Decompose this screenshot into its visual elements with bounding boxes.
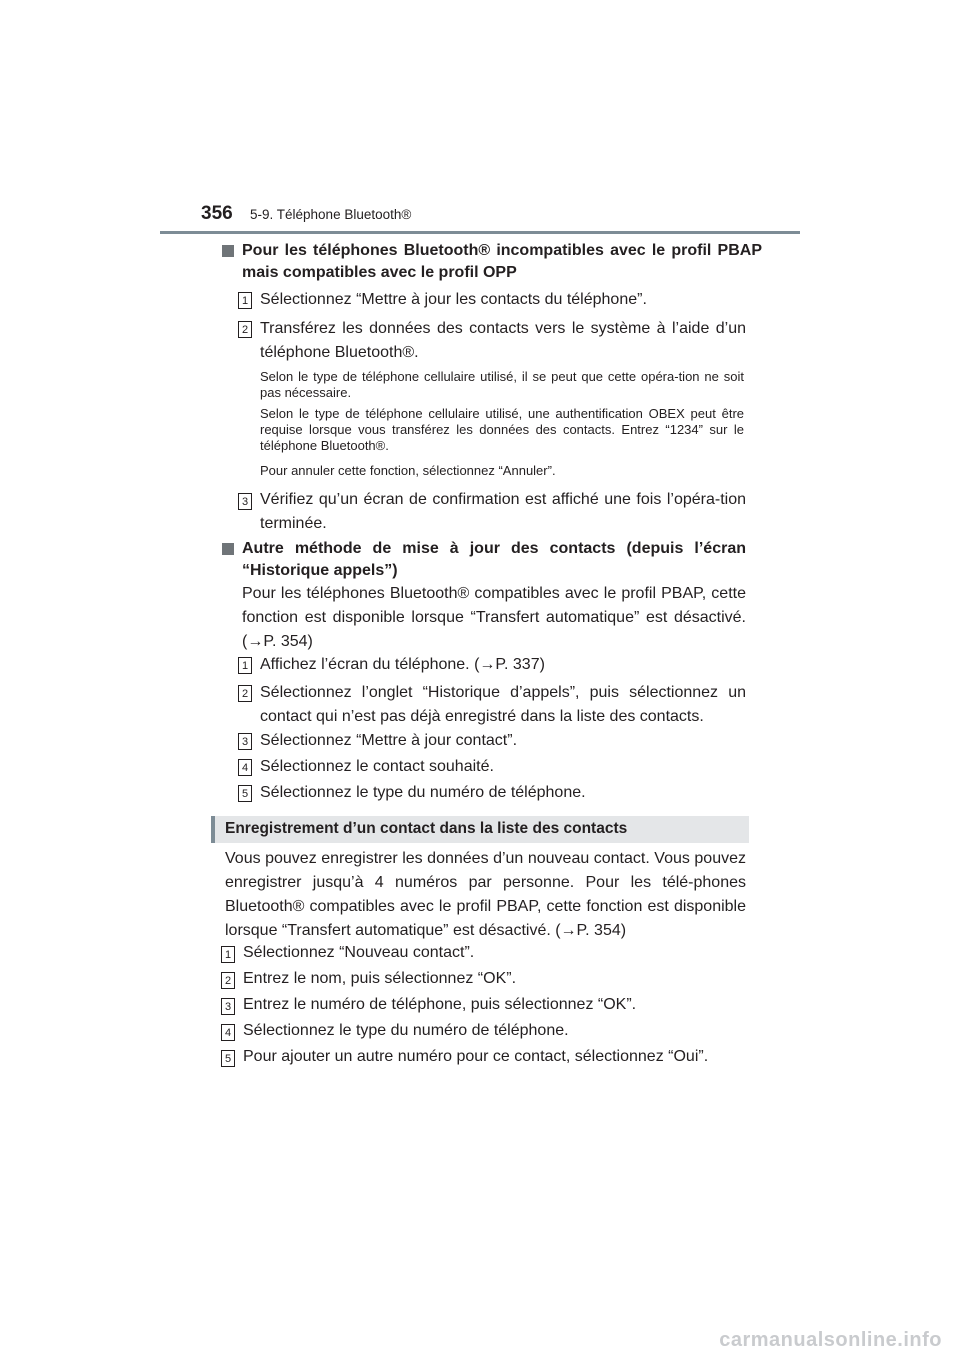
header-divider bbox=[160, 231, 800, 234]
step-number-badge: 2 bbox=[238, 321, 252, 338]
step-number-badge: 5 bbox=[221, 1050, 235, 1067]
page-number: 356 bbox=[201, 203, 233, 224]
banner-accent-bar bbox=[211, 816, 215, 843]
subsection-banner bbox=[211, 816, 749, 843]
step-number-badge: 4 bbox=[221, 1024, 235, 1041]
step-text: Sélectionnez l’onglet “Historique d’appels”, puis sélectionnez un contact qui n’est pas déjà enregistré dans la liste des contacts. bbox=[260, 684, 746, 725]
step-number-badge: 1 bbox=[238, 292, 252, 309]
section3-intro: Vous pouvez enregistrer les données d’un nouveau contact. Vous pouvez enregistrer jusqu’à 4 numéros par personne. Pour les télé-phones Bluetooth® compatibles avec le profil PBAP, cette fonction est disponible lorsque “Transfert automatique” est désactivé. (→P. 354) bbox=[225, 850, 746, 939]
step-number-badge: 3 bbox=[238, 733, 252, 750]
step-number-badge: 1 bbox=[238, 657, 252, 674]
square-bullet-icon bbox=[222, 245, 234, 257]
step-text: Sélectionnez “Mettre à jour contact”. bbox=[260, 732, 518, 749]
section2-heading: Autre méthode de mise à jour des contacts (depuis l’écran “Historique appels”) bbox=[242, 538, 746, 582]
step-text: Sélectionnez “Nouveau contact”. bbox=[243, 944, 475, 961]
step-text: Pour ajouter un autre numéro pour ce contact, sélectionnez “Oui”. bbox=[243, 1048, 709, 1065]
step-text: Affichez l’écran du téléphone. (→P. 337) bbox=[260, 656, 545, 673]
step-text: Sélectionnez “Mettre à jour les contacts du téléphone”. bbox=[260, 291, 647, 308]
step-number-badge: 2 bbox=[238, 685, 252, 702]
step-text: Sélectionnez le type du numéro de téléphone. bbox=[260, 784, 586, 801]
step-number-badge: 1 bbox=[221, 946, 235, 963]
section1-heading: Pour les téléphones Bluetooth® incompatibles avec le profil PBAP mais compatibles avec le profil OPP bbox=[242, 240, 762, 284]
note-text: Selon le type de téléphone cellulaire utilisé, une authentification OBEX peut être requise lorsque vous transférez les données des contacts. Entrez “1234” sur le téléphone Bluetooth®. bbox=[260, 406, 744, 453]
step-text: Vérifiez qu’un écran de confirmation est affiché une fois l’opéra-tion terminée. bbox=[260, 491, 746, 532]
step-text: Entrez le numéro de téléphone, puis sélectionnez “OK”. bbox=[243, 996, 637, 1013]
square-bullet-icon bbox=[222, 543, 234, 555]
step-number-badge: 3 bbox=[221, 998, 235, 1015]
step-number-badge: 4 bbox=[238, 759, 252, 776]
banner-title: Enregistrement d’un contact dans la liste des contacts bbox=[225, 820, 628, 837]
section2-intro: Pour les téléphones Bluetooth® compatibles avec le profil PBAP, cette fonction est disponible lorsque “Transfert automatique” est désactivé. (→P. 354) bbox=[242, 585, 746, 650]
step-text: Entrez le nom, puis sélectionnez “OK”. bbox=[243, 970, 517, 987]
step-text: Sélectionnez le contact souhaité. bbox=[260, 758, 494, 775]
note-text: Selon le type de téléphone cellulaire utilisé, il se peut que cette opéra-tion ne soit pas nécessaire. bbox=[260, 369, 744, 400]
step-text: Transférez les données des contacts vers le système à l’aide d’un téléphone Bluetooth®. bbox=[260, 320, 746, 361]
note-text: Pour annuler cette fonction, sélectionnez “Annuler”. bbox=[260, 463, 556, 478]
watermark: carmanualsonline.info bbox=[719, 1329, 942, 1351]
step-number-badge: 3 bbox=[238, 493, 252, 510]
step-number-badge: 2 bbox=[221, 972, 235, 989]
step-text: Sélectionnez le type du numéro de téléphone. bbox=[243, 1022, 569, 1039]
step-number-badge: 5 bbox=[238, 785, 252, 802]
section-title: 5-9. Téléphone Bluetooth® bbox=[250, 207, 412, 222]
